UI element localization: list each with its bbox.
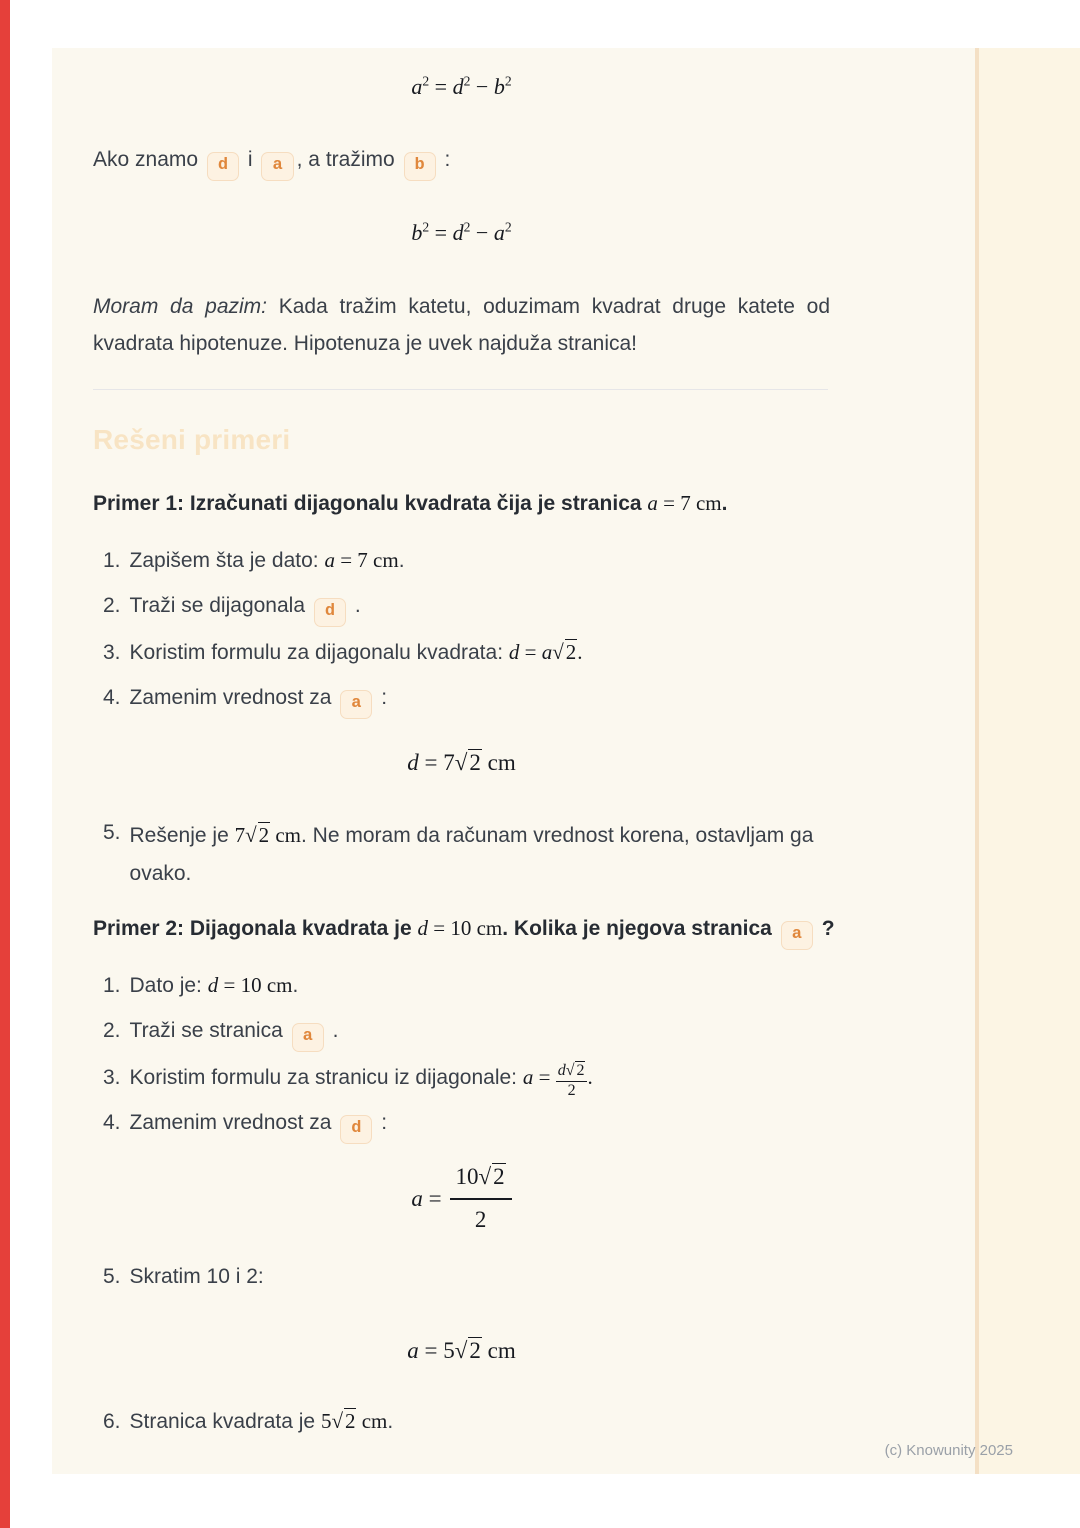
step-number: 6. <box>103 1410 121 1433</box>
text-run: . <box>292 974 299 997</box>
inline-math: 7√2 cm <box>234 823 302 847</box>
intro-paragraph <box>93 142 830 181</box>
text-run: Koristim formulu za stranicu iz dijagonale: <box>129 1066 523 1089</box>
sqrt-radical: √ <box>478 1164 492 1189</box>
code-badge-d: d <box>340 1115 372 1144</box>
primer2-step-6 <box>103 1404 393 1439</box>
step-number: 4. <box>103 686 121 709</box>
fraction-denominator: 2 <box>567 1082 576 1099</box>
inline-math: a = 7 cm <box>324 548 399 572</box>
text-run: Zamenim vrednost za <box>129 686 338 709</box>
code-badge-a: a <box>292 1023 324 1052</box>
sqrt-radicand: 2 <box>469 1338 481 1363</box>
sqrt-radical: √ <box>565 1062 575 1080</box>
text-run: i <box>242 148 259 171</box>
text-run: Rešenje je <box>129 824 235 847</box>
text-run: . <box>721 492 728 515</box>
fraction-denominator: 2 <box>474 1207 487 1232</box>
text-run: . <box>387 1410 394 1433</box>
text-run: : <box>438 148 451 171</box>
primer2-title <box>93 912 835 950</box>
step-number: 2. <box>103 1019 121 1042</box>
primer1-title <box>93 487 727 520</box>
sqrt-radical: √ <box>552 640 564 664</box>
display-fraction <box>450 1160 512 1237</box>
warning-lead: Moram da pazim: <box>93 295 267 318</box>
code-badge-a: a <box>261 152 293 181</box>
text-run: . Ne moram da računam vrednost korena, ostavljam ga ovako. <box>129 824 814 885</box>
step-number: 2. <box>103 594 121 617</box>
sqrt-radicand: 2 <box>469 750 481 775</box>
step-number: 1. <box>103 549 121 572</box>
text-run: Zamenim vrednost za <box>129 1111 338 1134</box>
text-run: Primer 2: Dijagonala kvadrata je <box>93 917 418 940</box>
inline-math: a = 7 cm <box>647 491 722 515</box>
text-run: : <box>375 686 388 709</box>
formula-leg-a-squared: $a^2 = d^2 - b^2$ <box>411 73 512 99</box>
text-run: Skratim 10 i 2: <box>129 1265 264 1288</box>
text-run: Zapišem šta je dato: <box>129 549 325 572</box>
step-number: 5. <box>103 1265 121 1288</box>
primer1-step-5 <box>103 816 820 893</box>
left-accent-strip <box>0 0 10 1528</box>
text-run: Primer 1: Izračunati dijagonalu kvadrata čija je stranica <box>93 492 648 515</box>
sqrt-radicand: 2 <box>344 1409 356 1433</box>
inline-math: a = <box>522 1065 556 1089</box>
sqrt-radicand: 2 <box>258 823 270 847</box>
sqrt-radicand: 2 <box>493 1164 505 1189</box>
step-content <box>130 1265 264 1288</box>
formula-d-equals-7-sqrt2: d = 7√2 cm <box>407 750 516 775</box>
text-run: ? <box>815 917 835 940</box>
step-content <box>130 816 820 893</box>
text-run: Ako znamo <box>93 148 204 171</box>
text-run: . <box>398 549 405 572</box>
sqrt-radical: √ <box>454 1338 468 1363</box>
section-heading: Rešeni primeri <box>93 424 291 455</box>
inline-math: d = a√2. <box>508 640 583 664</box>
sqrt-radical: √ <box>454 750 468 775</box>
text-run: , a tražimo <box>296 148 401 171</box>
warning-text: Kada tražim katetu, oduzimam kvadrat druge katete od kvadrata hipotenuze. Hipotenuza je uvek najduža stranica! <box>93 295 831 355</box>
warning-paragraph <box>93 288 830 362</box>
fraction-numerator: 10√2 <box>450 1160 512 1200</box>
text-run: . <box>326 1019 339 1042</box>
fraction-numerator: d√ 2 <box>556 1063 588 1082</box>
formula-a-equals-5-sqrt2: a = 5√2 cm <box>407 1338 516 1363</box>
formula-leg-b-squared: $b^2 = d^2 - a^2$ <box>411 219 512 245</box>
formula-a-fraction <box>93 1160 830 1237</box>
sqrt-radical: √ <box>331 1409 343 1433</box>
sqrt-radical: √ <box>245 823 257 847</box>
text-run: Stranica kvadrata je <box>129 1410 321 1433</box>
text-run: Koristim formulu za dijagonalu kvadrata: <box>129 641 509 664</box>
section-divider <box>93 389 828 390</box>
inline-math: d = 10 cm <box>207 973 293 997</box>
code-badge-d: d <box>314 598 346 627</box>
step-number: 3. <box>103 1066 121 1089</box>
inline-math: d = 10 cm <box>417 916 503 940</box>
copyright: (c) Knowunity 2025 <box>884 1442 1013 1459</box>
text-run: : <box>375 1111 388 1134</box>
sqrt-radicand: 2 <box>576 1062 585 1080</box>
primer2-step-5 <box>103 1260 264 1294</box>
code-badge-b: b <box>404 152 436 181</box>
inline-math: 5√2 cm <box>320 1409 388 1433</box>
inline-math: . <box>587 1065 593 1089</box>
text-run: . Kolika je njegova stranica <box>502 917 778 940</box>
text-run: Traži se dijagonala <box>129 594 311 617</box>
fraction-lhs: a = <box>411 1185 442 1211</box>
code-badge-a: a <box>340 690 372 719</box>
code-badge-d: d <box>207 152 239 181</box>
right-margin-line <box>975 48 979 1474</box>
step-content <box>130 1410 394 1433</box>
text-run: . <box>349 594 361 617</box>
text-run: Dato je: <box>129 974 208 997</box>
step-number: 4. <box>103 1111 121 1134</box>
code-badge-a: a <box>781 921 813 950</box>
step-number: 5. <box>103 821 121 844</box>
right-margin-zone <box>979 48 1080 1474</box>
step-number: 1. <box>103 974 121 997</box>
text-run: Traži se stranica <box>129 1019 289 1042</box>
sqrt-radicand: 2 <box>565 640 577 664</box>
step-number: 3. <box>103 641 121 664</box>
